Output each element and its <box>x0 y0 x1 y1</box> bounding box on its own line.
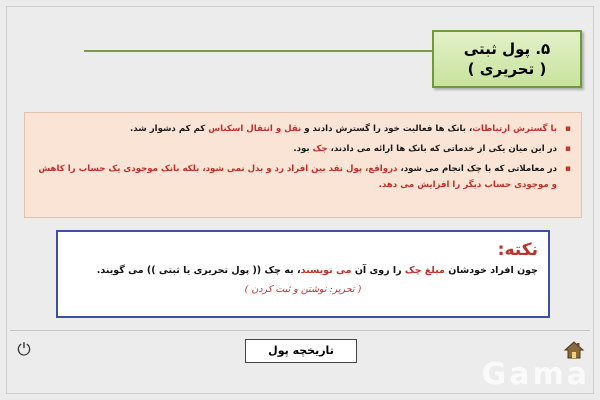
note-title: نکته: <box>497 240 538 260</box>
title-line-2: ( تحریری ) <box>467 60 547 78</box>
note-box <box>56 230 550 318</box>
footer-divider <box>10 330 590 331</box>
text-run: ، بانک ها فعالیت خود را گسترش دادند و <box>301 124 473 134</box>
text-run: را روی آن <box>351 265 405 276</box>
text-run: چون افراد خودشان <box>444 265 538 276</box>
bullet-marker-icon: ▪ <box>564 164 571 174</box>
bullet-marker-icon: ▪ <box>564 124 571 134</box>
text-run: درواقع، پول نقد بین افراد رد و بدل نمی شود، بلکه بانک موجودی یک حساب را کاهش و موجودی حساب دیگر را افزایش می دهد. <box>38 164 557 190</box>
text-run: در معاملاتی که با چک انجام می شود، <box>397 164 557 174</box>
bullet-panel <box>24 112 582 218</box>
text-run: می نویسند <box>300 265 352 276</box>
history-button[interactable]: تاریخچه پول <box>245 339 357 363</box>
text-run: چک <box>312 144 328 154</box>
watermark: Gama <box>481 357 590 392</box>
text-run: نقل و انتقال اسکناس <box>208 124 302 134</box>
note-subtext: ( تحریر: نوشتن و ثبت کردن ) <box>244 284 362 295</box>
text-run: کم کم دشوار شد. <box>130 124 209 134</box>
note-text <box>68 262 538 280</box>
text-run: بود. <box>293 144 313 154</box>
text-run: در این میان یکی از خدماتی که بانک ها ارائه می دادند، <box>327 144 557 154</box>
text-run: ، به چک (( پول تحریری یا ثبتی )) می گویند. <box>96 265 301 276</box>
title-box <box>432 30 582 88</box>
bullet-item <box>33 121 571 137</box>
text-run: مبلغ چک <box>404 265 445 276</box>
title-divider <box>84 50 436 52</box>
bullet-item <box>33 161 571 193</box>
text-run: با گسترش ارتباطات <box>472 124 557 134</box>
bullet-item <box>33 141 571 157</box>
bullet-text <box>130 124 557 134</box>
bullet-text <box>38 164 557 190</box>
power-icon[interactable]: ⏻ <box>17 340 31 360</box>
title-line-1: ۵. پول ثبتی <box>463 40 551 58</box>
bullet-marker-icon: ▪ <box>564 144 571 154</box>
bullet-text <box>293 144 557 154</box>
